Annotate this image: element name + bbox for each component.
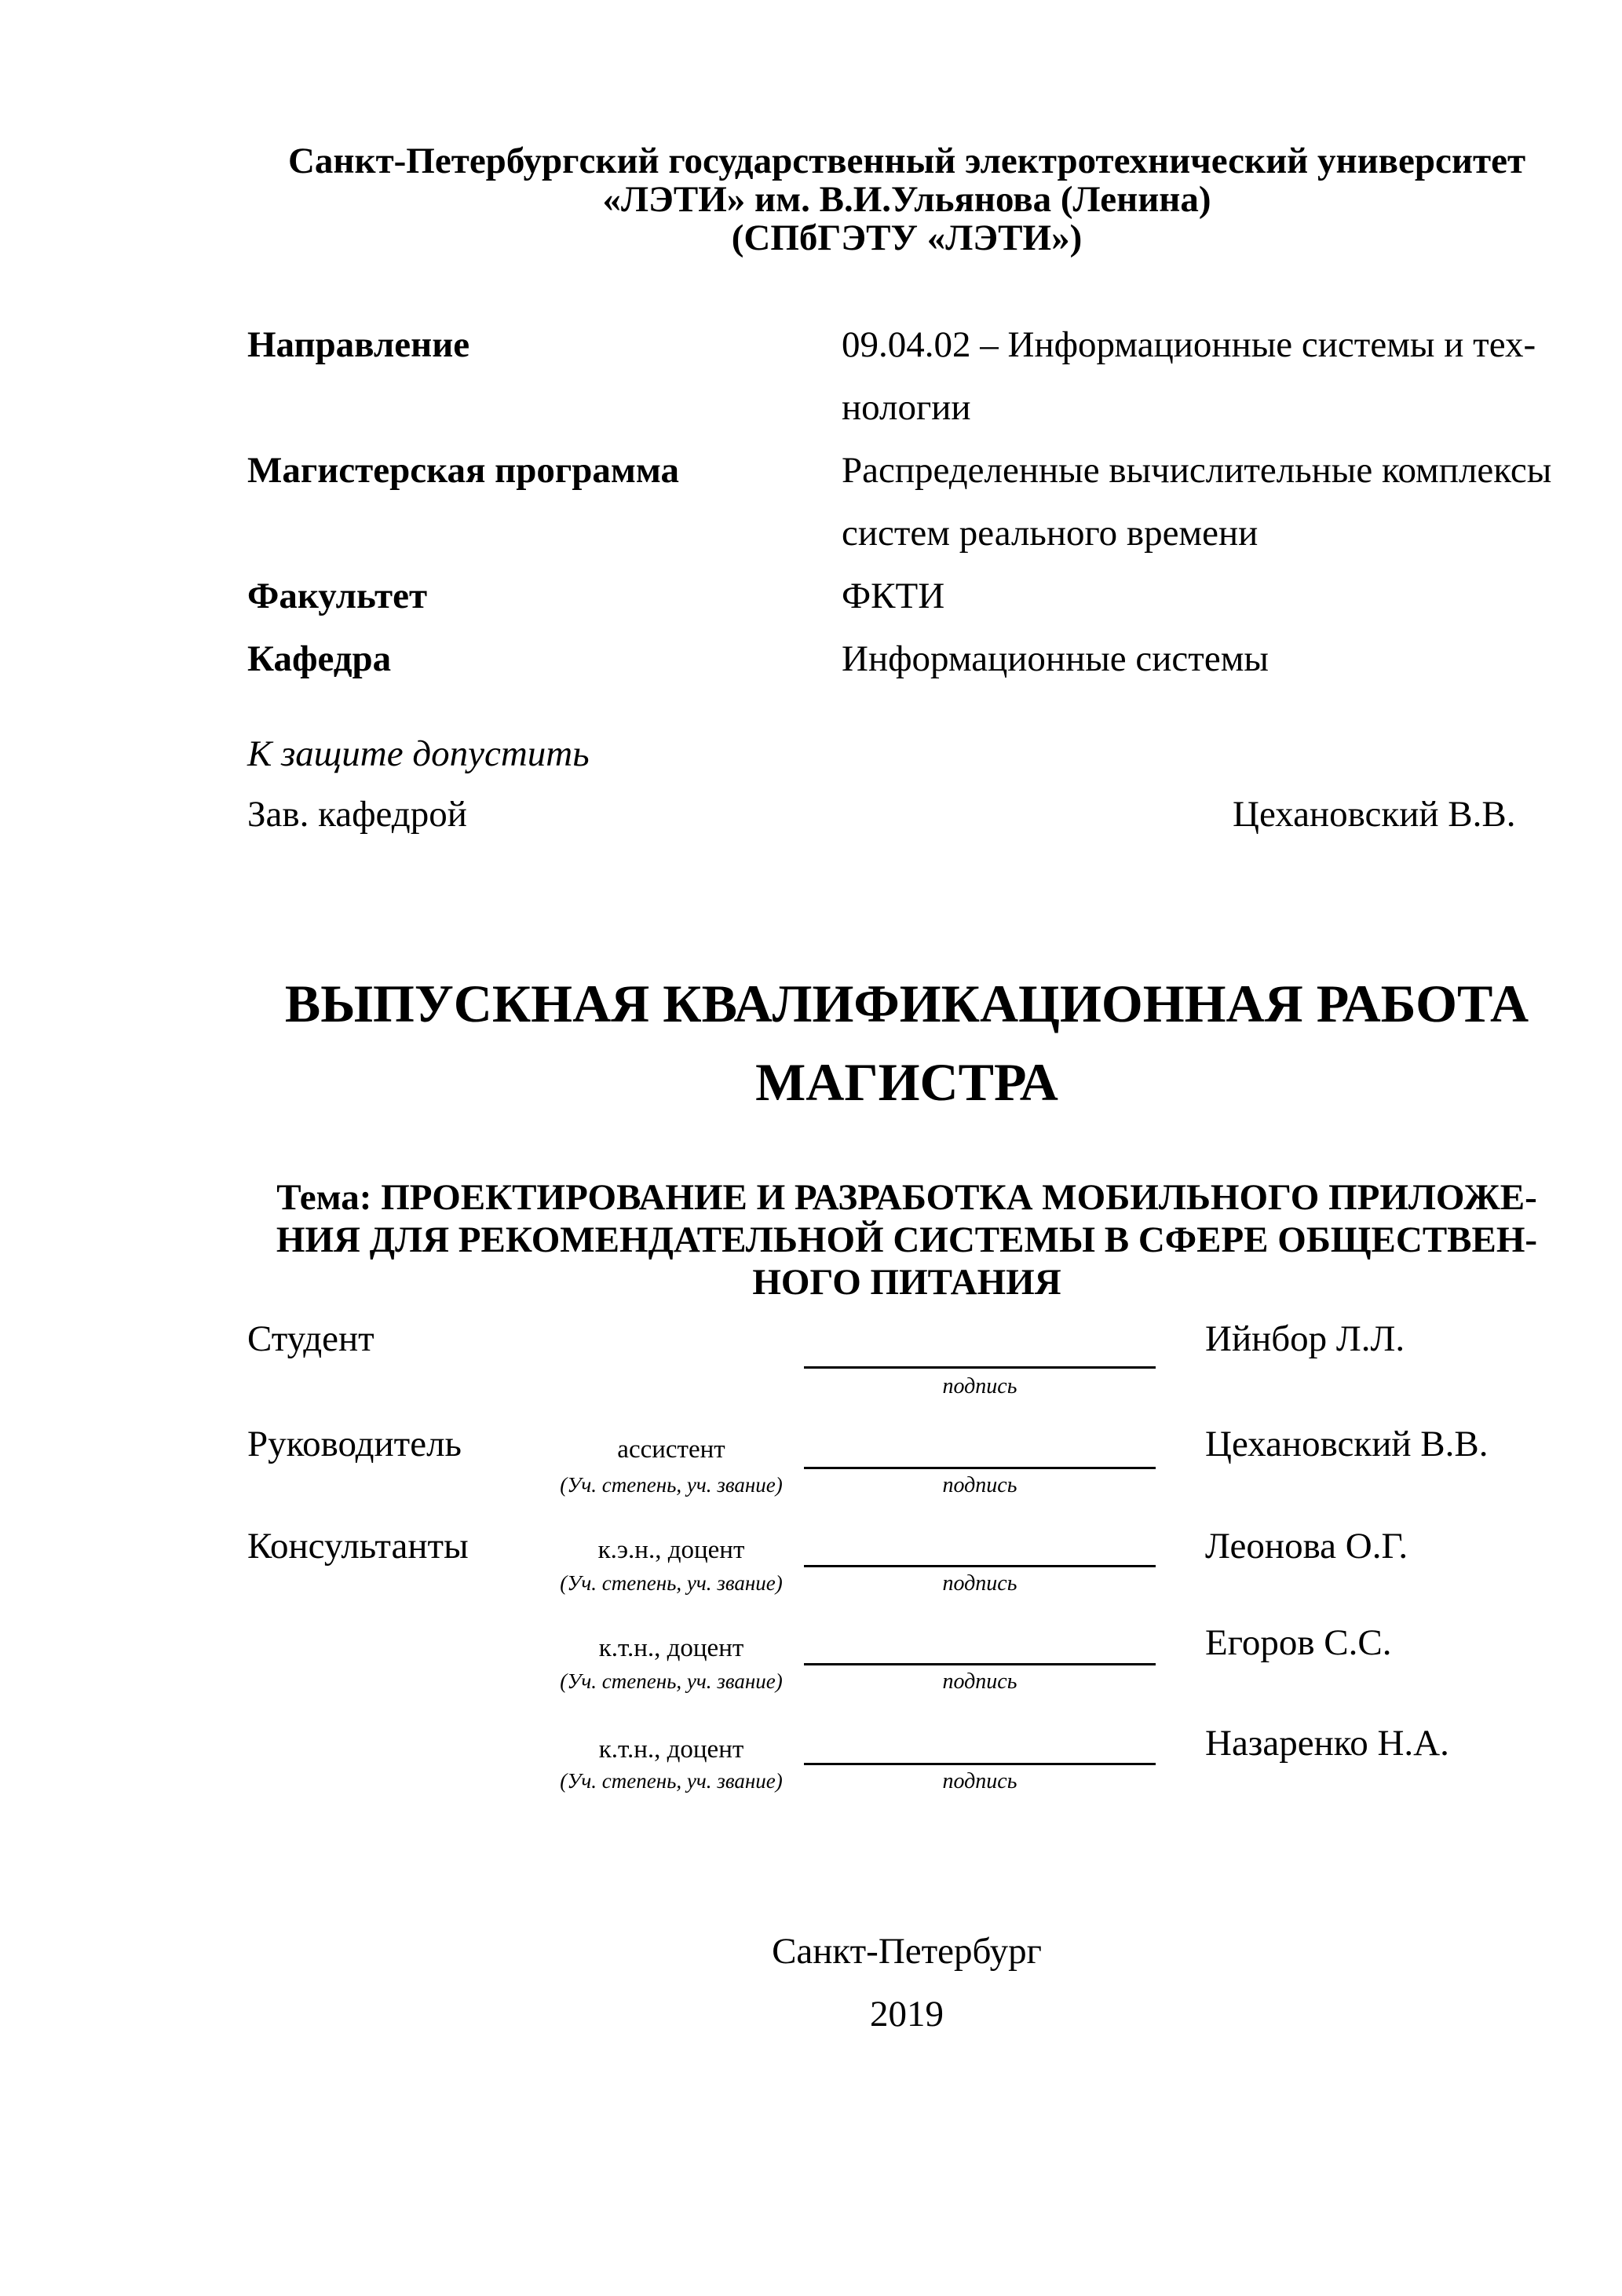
signature-caption-consultant-3: подпись bbox=[942, 1769, 1017, 1793]
signature-name-consultant-2: Егоров С.С. bbox=[1205, 1622, 1392, 1663]
signature-line-student bbox=[804, 1366, 1156, 1369]
signature-degree-supervisor: ассистент bbox=[617, 1435, 725, 1464]
signature-caption-consultant-1: подпись bbox=[942, 1571, 1017, 1596]
signature-caption-supervisor: подпись bbox=[942, 1473, 1017, 1497]
admission-note: К защите допустить bbox=[247, 733, 590, 774]
signature-line-supervisor bbox=[804, 1467, 1156, 1469]
field-label-faculty: Факультет bbox=[247, 576, 428, 616]
field-label-direction: Направление bbox=[247, 324, 470, 365]
field-label-department: Кафедра bbox=[247, 638, 392, 679]
degree-caption-supervisor: (Уч. степень, уч. звание) bbox=[560, 1473, 783, 1497]
signature-caption-student: подпись bbox=[942, 1374, 1017, 1398]
degree-caption-consultant-2: (Уч. степень, уч. звание) bbox=[560, 1669, 783, 1693]
signature-role-student: Студент bbox=[247, 1318, 374, 1359]
topic-line-2: НИЯ ДЛЯ РЕКОМЕНДАТЕЛЬНОЙ СИСТЕМЫ В СФЕРЕ ОБЩЕСТВЕН- bbox=[276, 1219, 1538, 1260]
degree-caption-consultant-1: (Уч. степень, уч. звание) bbox=[560, 1571, 783, 1595]
work-title-line-1: ВЫПУСКНАЯ КВАЛИФИКАЦИОННАЯ РАБОТА bbox=[284, 974, 1529, 1033]
field-value-faculty: ФКТИ bbox=[842, 576, 945, 616]
field-label-master-program: Магистерская программа bbox=[247, 450, 680, 491]
signature-name-consultant-3: Назаренко Н.А. bbox=[1205, 1723, 1449, 1764]
signature-line-consultant-3 bbox=[804, 1763, 1156, 1765]
admission-role: Зав. кафедрой bbox=[247, 794, 467, 835]
signature-degree-consultant-1: к.э.н., доцент bbox=[597, 1536, 745, 1564]
topic-line-1: Тема: ПРОЕКТИРОВАНИЕ И РАЗРАБОТКА МОБИЛЬНОГО ПРИЛОЖЕ- bbox=[276, 1177, 1537, 1218]
signature-name-consultant-1: Леонова О.Г. bbox=[1205, 1526, 1408, 1567]
field-value-master-program-line-1: Распределенные вычислительные комплексы bbox=[842, 450, 1552, 491]
signature-degree-consultant-3: к.т.н., доцент bbox=[598, 1735, 744, 1764]
signature-name-student: Ийнбор Л.Л. bbox=[1205, 1318, 1405, 1359]
degree-caption-consultant-3: (Уч. степень, уч. звание) bbox=[560, 1769, 783, 1793]
university-name-line-1: Санкт-Петербургский государственный электротехнический университет bbox=[287, 141, 1526, 181]
admission-name: Цехановский В.В. bbox=[1233, 794, 1516, 835]
university-name-line-2: «ЛЭТИ» им. В.И.Ульянова (Ленина) bbox=[602, 179, 1211, 220]
field-value-department: Информационные системы bbox=[842, 638, 1269, 679]
signature-name-supervisor: Цехановский В.В. bbox=[1205, 1424, 1489, 1464]
field-value-direction-line-1: 09.04.02 – Информационные системы и тех- bbox=[842, 324, 1536, 365]
work-title-line-2: МАГИСТРА bbox=[755, 1052, 1058, 1112]
topic-line-3: НОГО ПИТАНИЯ bbox=[752, 1262, 1061, 1303]
signature-caption-consultant-2: подпись bbox=[942, 1669, 1017, 1694]
footer-year: 2019 bbox=[870, 1994, 944, 2035]
field-value-master-program-line-2: систем реального времени bbox=[842, 513, 1259, 554]
field-value-direction-line-2: нологии bbox=[842, 387, 971, 428]
signature-line-consultant-2 bbox=[804, 1663, 1156, 1665]
signature-degree-consultant-2: к.т.н., доцент bbox=[598, 1634, 744, 1662]
signature-role-consultants: Консультанты bbox=[247, 1526, 469, 1567]
signature-role-supervisor: Руководитель bbox=[247, 1424, 462, 1464]
university-name-line-3: (СПбГЭТУ «ЛЭТИ») bbox=[731, 218, 1083, 258]
signature-line-consultant-1 bbox=[804, 1565, 1156, 1567]
footer-city: Санкт-Петербург bbox=[772, 1931, 1042, 1972]
